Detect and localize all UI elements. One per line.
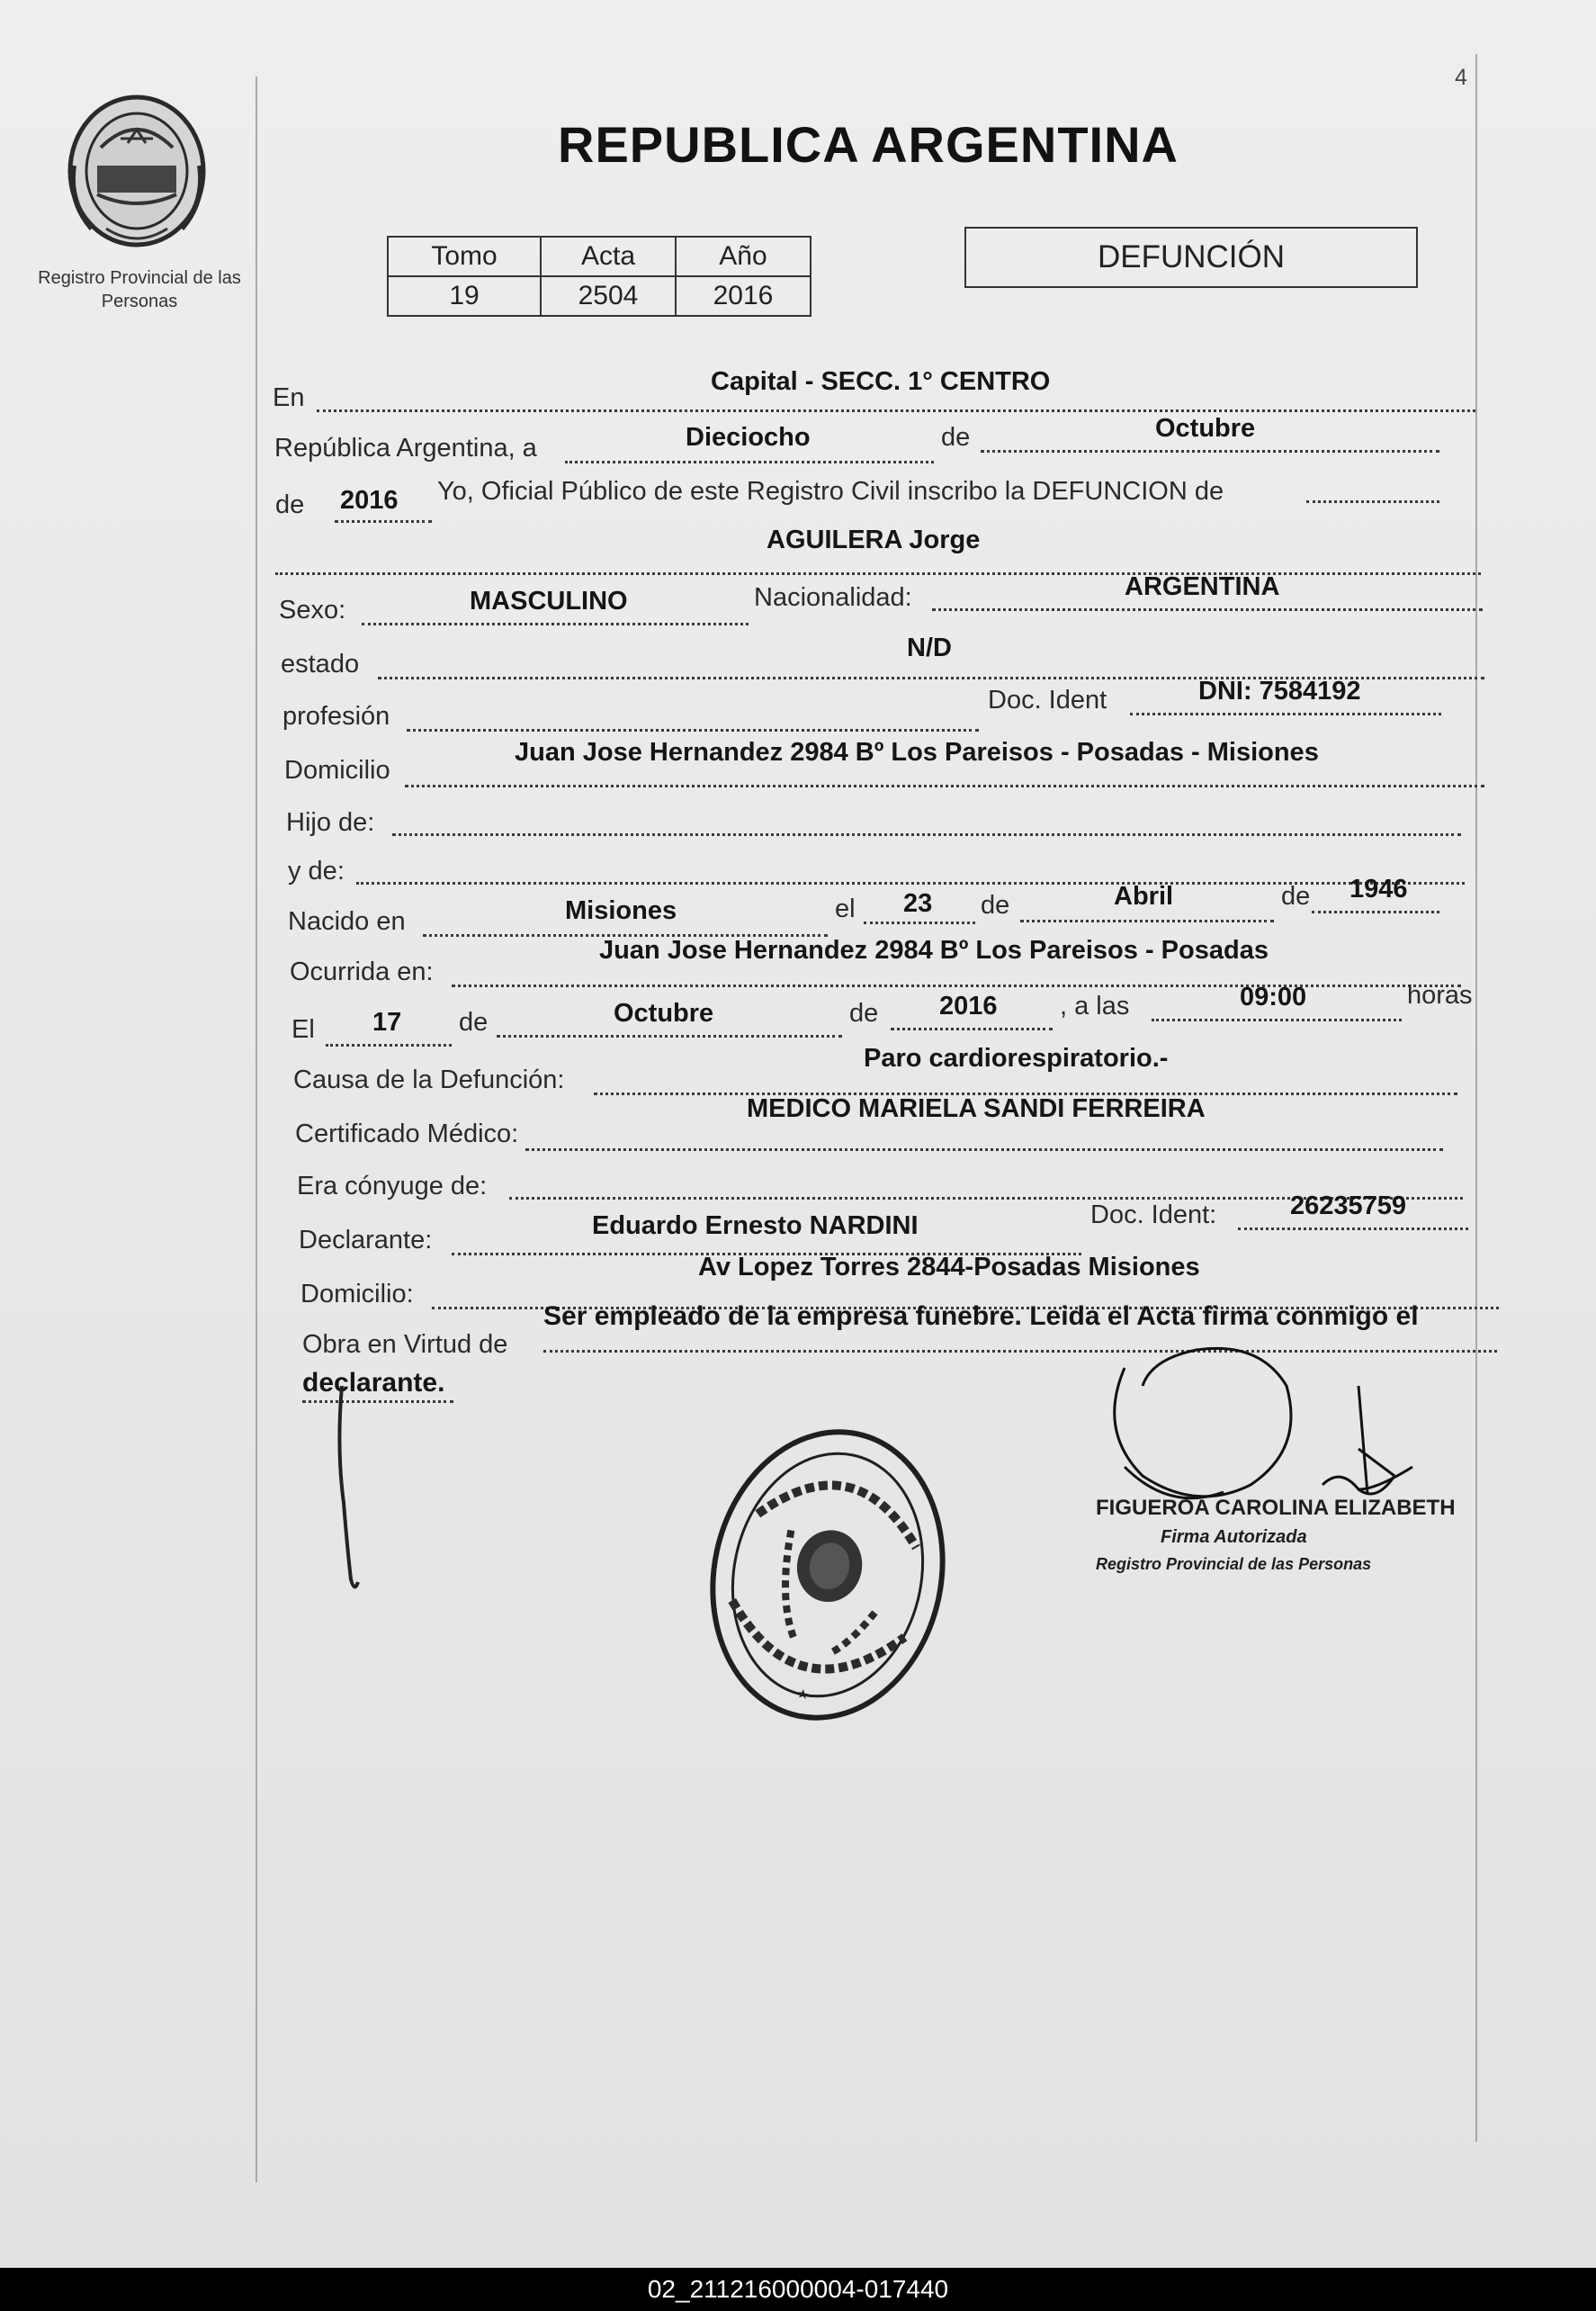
value-declarante-doc: 26235759 [1290,1191,1407,1220]
left-margin-line [256,76,257,2182]
label-domicilio-2: Domicilio: [300,1280,414,1308]
value-declarante: Eduardo Ernesto NARDINI [592,1211,919,1240]
dots-def-mes [497,1035,842,1038]
dots-domicilio [405,785,1484,787]
value-nac-mes: Abril [1114,882,1174,911]
dots-nombre [275,572,1481,575]
label-a-las: , a las [1060,992,1130,1021]
dots-declarante-doc [1238,1227,1468,1230]
acta-header: Acta [541,237,676,276]
right-margin-line [1475,54,1477,2142]
value-doc: DNI: 7584192 [1198,677,1361,706]
record-type-box: DEFUNCIÓN [964,227,1418,288]
value-obra: Ser empleado de la empresa funebre. Leida el Acta firma conmigo el [543,1301,1419,1331]
document-id-footer: 02_211216000004-017440 [0,2268,1596,2311]
label-oficial: Yo, Oficial Público de este Registro Civil inscribo la DEFUNCION de [437,477,1224,506]
value-sexo: MASCULINO [470,587,628,616]
label-de-1: de [941,423,971,452]
acta-value: 2504 [541,276,676,316]
tomo-header: Tomo [388,237,541,276]
label-de-6: de [849,999,879,1028]
label-horas: horas [1407,981,1473,1010]
value-domicilio: Juan Jose Hernandez 2984 Bº Los Pareisos - Posadas - Misiones [515,738,1319,767]
dots-hora [1152,1019,1402,1021]
label-hijo-de: Hijo de: [286,808,375,837]
value-obra-2: declarante. [302,1368,445,1398]
document-title: REPUBLICA ARGENTINA [558,116,1179,173]
label-declarante: Declarante: [299,1226,433,1254]
label-de-3: de [981,891,1010,920]
dots-nac-dia [864,922,975,924]
label-doc-ident: Doc. Ident [988,686,1107,715]
value-certificado: MEDICO MARIELA SANDI FERREIRA [747,1094,1206,1123]
signer-name: FIGUEROA CAROLINA ELIZABETH [1096,1496,1456,1520]
label-de-2: de [275,490,305,519]
value-def-anio: 2016 [939,992,998,1021]
dots-certificado [525,1148,1443,1151]
dots-def-dia [326,1044,452,1047]
label-el-1: el [835,895,856,923]
label-conyuge: Era cónyuge de: [297,1172,488,1200]
value-dia: Dieciocho [686,423,811,452]
registry-name: Registro Provincial de las Personas [38,268,241,311]
dots-hijo-de [392,833,1461,836]
value-ocurrida: Juan Jose Hernandez 2984 Bº Los Pareisos - Posadas [599,936,1269,965]
label-profesion: profesión [282,702,390,731]
record-table [387,236,811,317]
signer-role: Firma Autorizada [1161,1527,1307,1547]
anio-header: Año [676,237,811,276]
label-sexo: Sexo: [279,596,346,625]
label-de-5: de [459,1008,489,1037]
value-declarante-domicilio: Av Lopez Torres 2844-Posadas Misiones [698,1253,1200,1281]
label-el-2: El [291,1015,315,1044]
value-nacionalidad: ARGENTINA [1125,572,1280,601]
label-estado: estado [281,650,360,679]
label-obra: Obra en Virtud de [302,1330,508,1359]
dots-lugar [317,409,1475,412]
label-nacionalidad: Nacionalidad: [754,583,912,612]
label-nacido-en: Nacido en [288,907,406,936]
value-nombre: AGUILERA Jorge [767,526,981,554]
dots-ocurrida [452,985,1461,987]
dots-sexo [362,623,749,625]
label-domicilio: Domicilio [284,756,390,785]
label-certificado: Certificado Médico: [295,1120,519,1148]
tomo-value: 19 [388,276,541,316]
dots-nac-anio [1312,911,1439,913]
value-nacido-en: Misiones [565,896,677,925]
dots-dia [565,461,934,463]
label-republica: República Argentina, a [274,434,537,463]
value-nac-dia: 23 [903,889,933,918]
registry-stamp-seal [702,1422,954,1728]
value-estado: N/D [907,634,952,662]
dots-profesion [407,729,979,732]
label-causa: Causa de la Defunción: [293,1066,565,1094]
label-doc-ident-2: Doc. Ident: [1090,1200,1217,1229]
value-lugar: Capital - SECC. 1° CENTRO [711,367,1051,396]
value-hora: 09:00 [1240,983,1307,1012]
value-nac-anio: 1946 [1349,875,1408,904]
dots-def-anio [891,1028,1053,1030]
handwritten-stroke [324,1377,378,1593]
signer-organization: Registro Provincial de las Personas [1096,1555,1372,1573]
province-crest-logo [65,94,209,252]
dots-oficial-tail [1306,500,1439,503]
label-en: En [273,383,305,412]
value-mes: Octubre [1155,414,1256,443]
dots-nacionalidad [932,608,1483,611]
dots-nac-mes [1020,920,1274,922]
value-causa: Paro cardiorespiratorio.- [864,1044,1169,1073]
page-number: 4 [1455,65,1467,90]
dots-mes [981,450,1439,453]
dots-doc [1130,713,1441,715]
anio-value: 2016 [676,276,811,316]
value-def-dia: 17 [372,1008,402,1037]
label-y-de: y de: [288,857,345,886]
value-def-mes: Octubre [614,999,714,1028]
dots-anio [335,520,432,523]
label-de-4: de [1281,882,1311,911]
label-ocurrida-en: Ocurrida en: [290,958,434,986]
value-anio: 2016 [340,486,399,515]
